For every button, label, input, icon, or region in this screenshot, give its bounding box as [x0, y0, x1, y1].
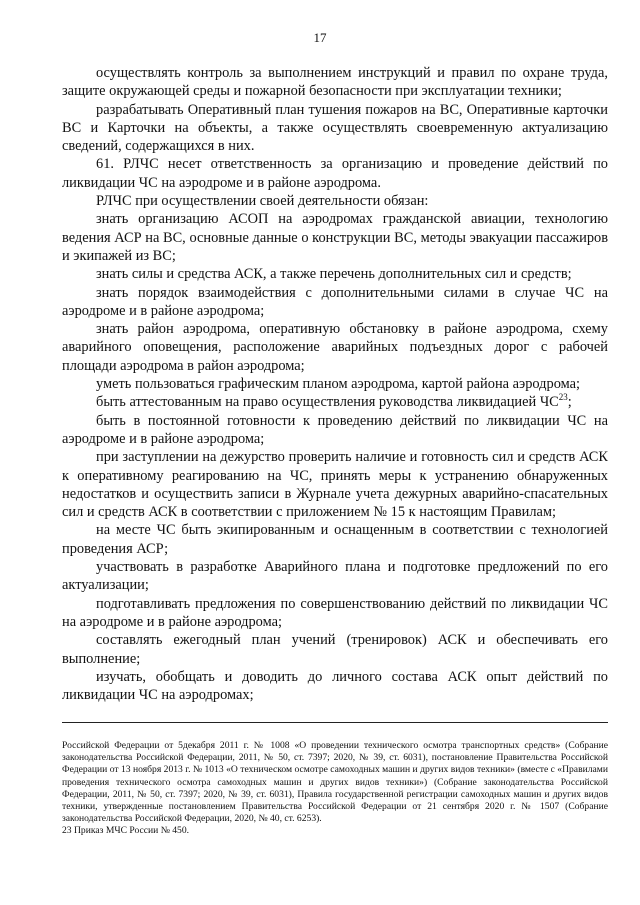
- paragraph-text: быть аттестованным на право осуществления руководства ликвидацией ЧС: [96, 394, 559, 411]
- footnote: Российской Федерации от 5декабря 2011 г. № 1008 «О проведении технического осмотра транспортных средств» (Собрание законодательства Российской Федерации, 2011, № 50, ст. 7397; 2020, № 39, ст. 6031), постановление Правительства Российской Федерации от 13 ноября 2013 г. № 1013 «О техническом осмотре самоходных машин и других видов техники» (вместе с «Правилами проведения технического осмотра самоходных машин и других видов техники») (Собрание законодательства Российской Федерации, 2011, № 50, ст. 7397; 2020, № 39, ст. 6031), Правила государственной регистрации самоходных машин и других видов техники, утвержденные постановлением Правительства Российской Федерации от 21 сентября 2020 г. № 1507 (Собрание законодательства Российской Федерации, 2020, № 40, ст. 6253).: [62, 740, 608, 825]
- paragraph: знать организацию АСОП на аэродромах гражданской авиации, технологию ведения АСР на ВС, основные данные о конструкции ВС, методы эвакуации пассажиров и экипажей из ВС;: [62, 211, 608, 264]
- page-number: 17: [313, 30, 327, 45]
- footnote-divider: [62, 722, 608, 723]
- paragraph: знать силы и средства АСК, а также перечень дополнительных сил и средств;: [96, 266, 572, 283]
- paragraph: на месте ЧС быть экипированным и оснащенным в соответствии с технологией проведения АСР;: [62, 522, 608, 557]
- paragraph: изучать, обобщать и доводить до личного состава АСК опыт действий по ликвидации ЧС на аэродромах;: [62, 668, 608, 704]
- footnotes: [62, 740, 608, 838]
- paragraph: РЛЧС при осуществлении своей деятельности обязан:: [96, 193, 429, 210]
- paragraph: быть в постоянной готовности к проведению действий по ликвидации ЧС на аэродроме и в районе аэродрома;: [62, 412, 608, 447]
- paragraph: разрабатывать Оперативный план тушения пожаров на ВС, Оперативные карточки ВС и Карточки на объекты, а также осуществлять своевременную актуализацию сведений, содержащихся в них.: [62, 101, 608, 155]
- footnote: 23 Приказ МЧС России № 450.: [62, 825, 190, 837]
- paragraph: знать район аэродрома, оперативную обстановку в районе аэродрома, схему аварийного оповещения, расположение аварийных подъездных дорог с рабочей площади аэродрома в район аэродрома;: [62, 321, 608, 374]
- paragraph-suffix: ;: [567, 394, 572, 411]
- paragraph: знать порядок взаимодействия с дополнительными силами в случае ЧС на аэродроме и в районе аэродрома;: [62, 284, 608, 319]
- paragraph: уметь пользоваться графическим планом аэродрома, картой района аэродрома;: [96, 376, 581, 393]
- paragraph-with-footnote-ref: [62, 393, 608, 411]
- paragraph: 61. РЛЧС несет ответственность за организацию и проведение действий по ликвидации ЧС на аэродроме и в районе аэродрома.: [62, 156, 608, 191]
- footnote-reference: 23: [558, 392, 568, 403]
- paragraph: подготавливать предложения по совершенствованию действий по ликвидации ЧС на аэродроме и в районе аэродрома;: [62, 595, 608, 630]
- paragraph: составлять ежегодный план учений (тренировок) АСК и обеспечивать его выполнение;: [62, 632, 608, 667]
- paragraph: осуществлять контроль за выполнением инструкций и правил по охране труда, защите окружающей среды и пожарной безопасности при эксплуатации техники;: [62, 65, 608, 100]
- body-text: [62, 64, 608, 704]
- paragraph: участвовать в разработке Аварийного плана и подготовке предложений по его актуализации;: [62, 559, 608, 594]
- paragraph: при заступлении на дежурство проверить наличие и готовность сил и средств АСК к оперативному реагированию на ЧС, принять меры к устранению обнаруженных недостатков и осуществить записи в Журнале учета дежурных аварийно-спасательных сил и средств АСК в соответствии с приложением № 15 к настоящим Правилам;: [62, 449, 608, 521]
